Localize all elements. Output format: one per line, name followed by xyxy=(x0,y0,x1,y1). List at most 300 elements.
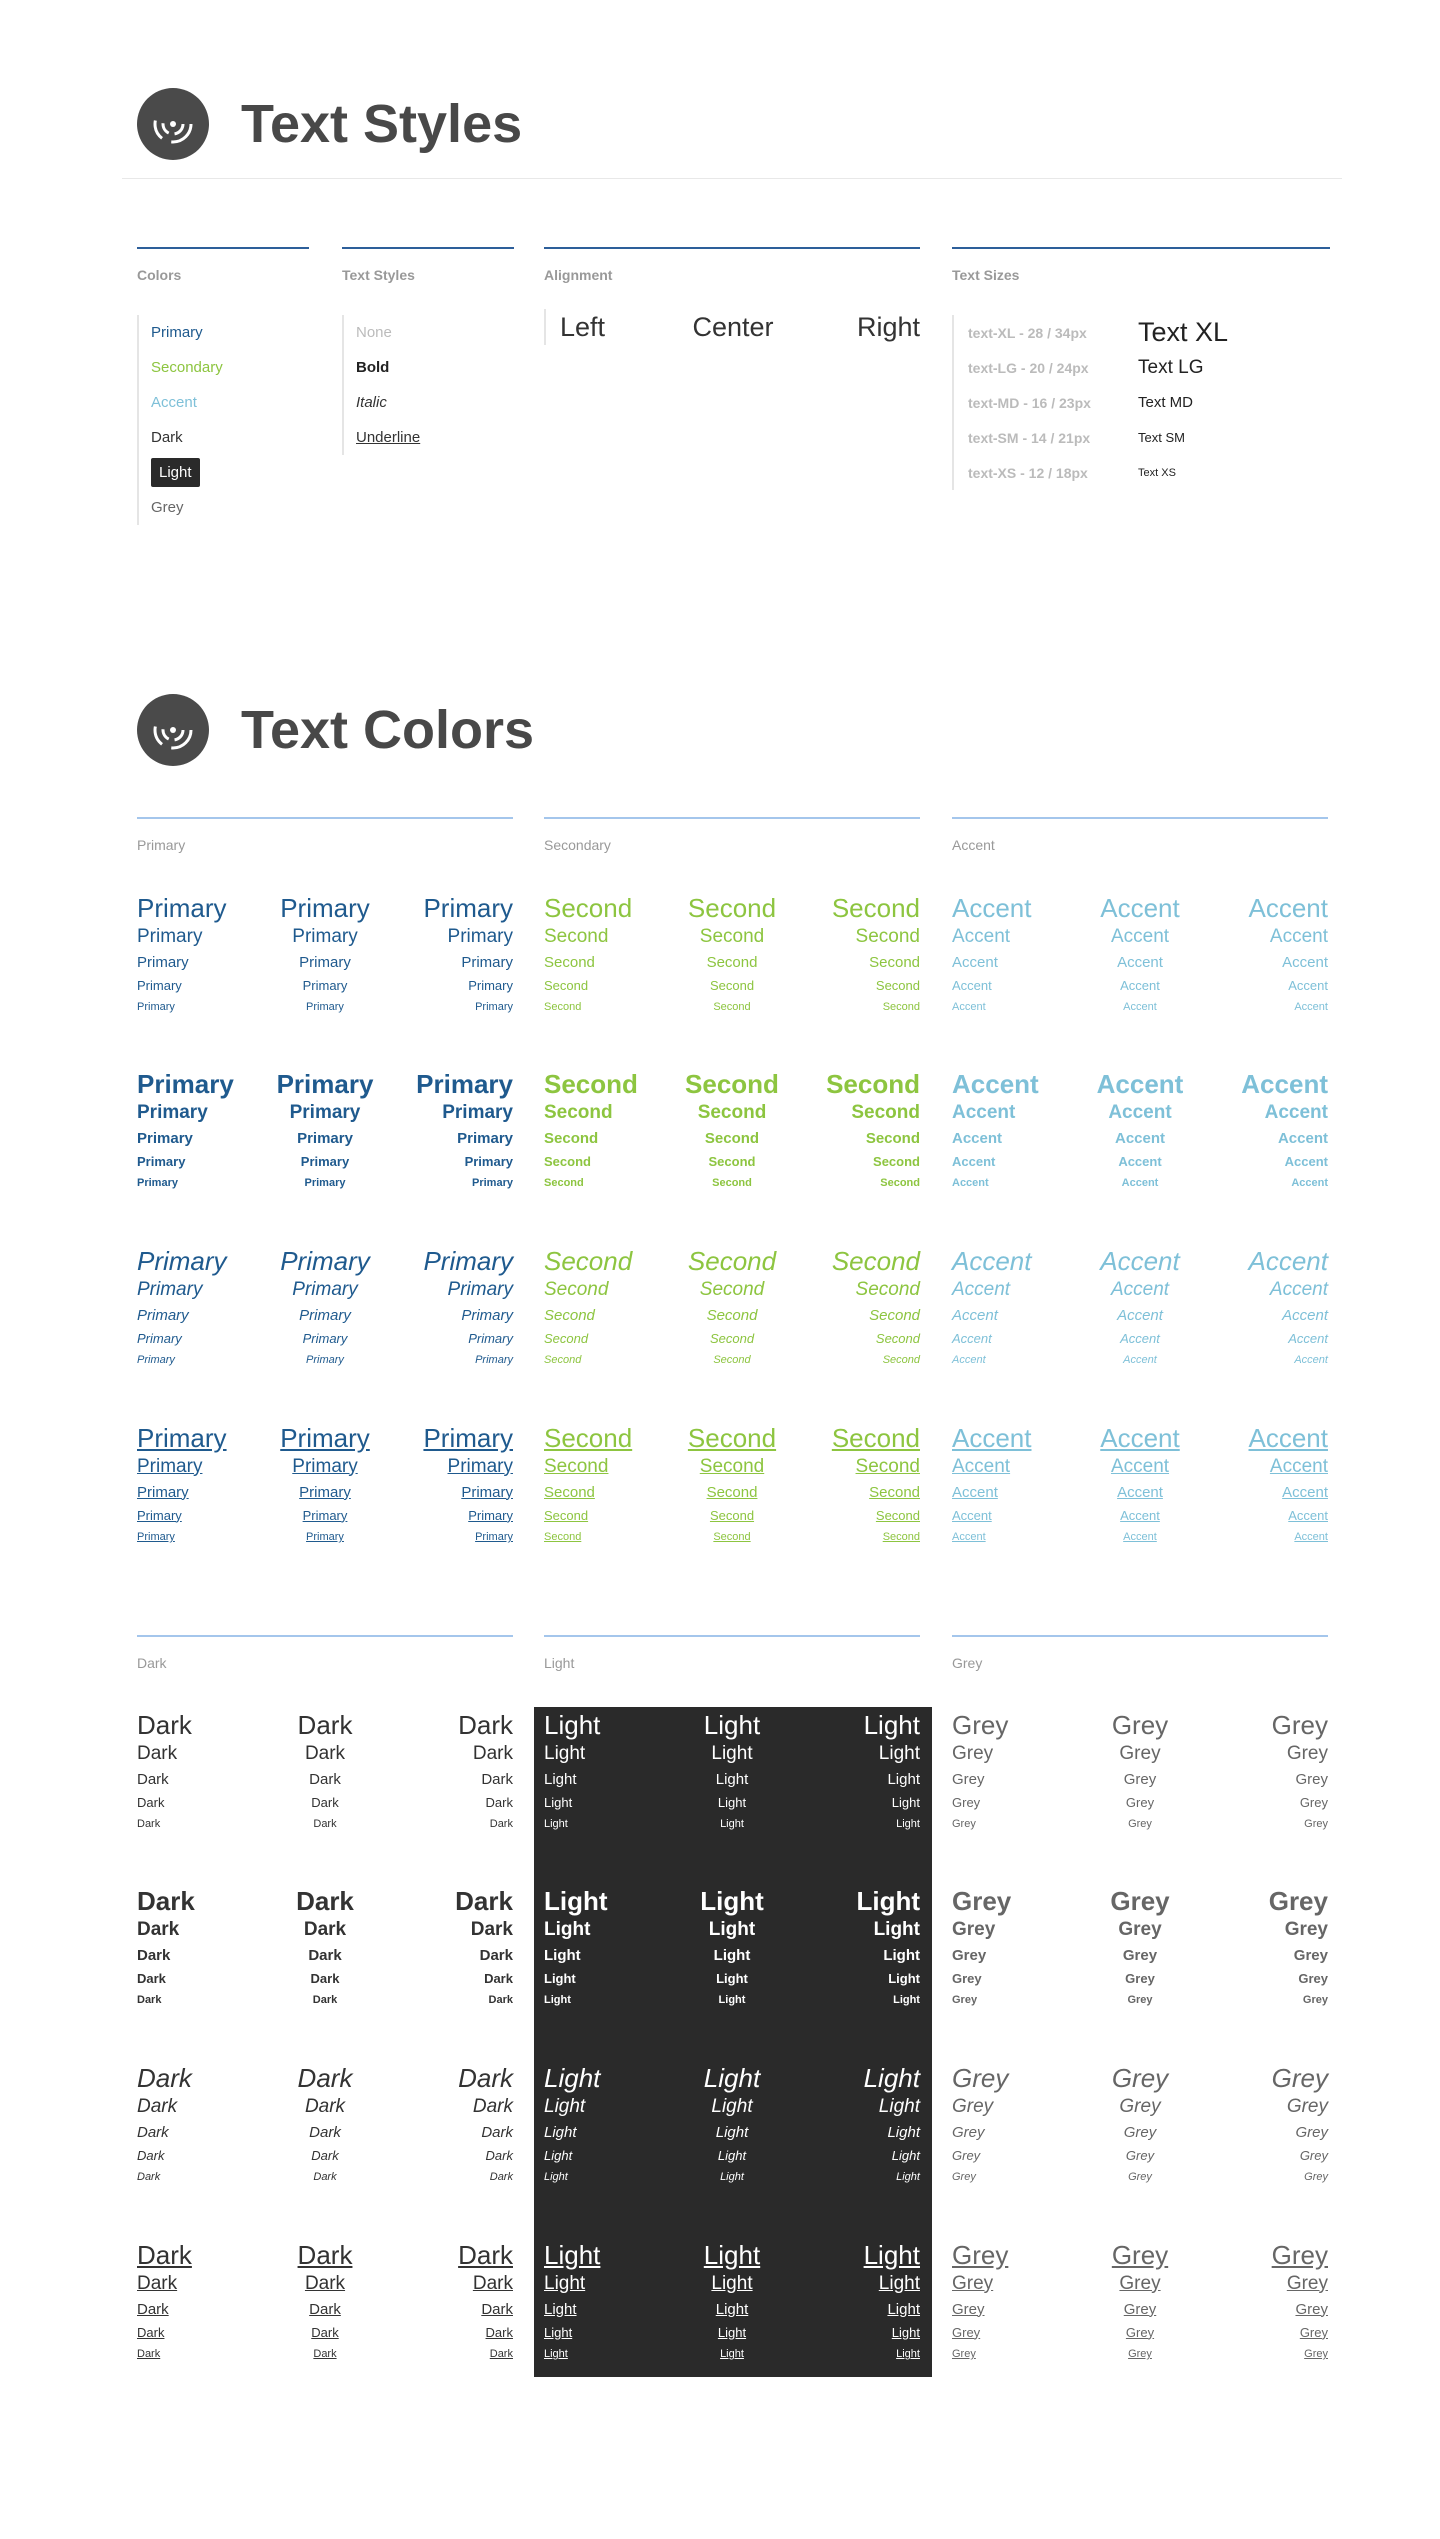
color-secondary: Secondary xyxy=(151,359,223,376)
sample-text: Primary xyxy=(137,1507,182,1523)
sample-text: Accent xyxy=(952,1001,986,1013)
colors-column xyxy=(137,247,309,525)
sample-row xyxy=(952,1504,1328,1526)
sample-text: Grey xyxy=(1127,1994,1153,2006)
sample-text: Primary xyxy=(468,977,513,993)
sample-text: Accent xyxy=(1248,892,1328,923)
sample-row xyxy=(137,1710,513,1740)
style-bold: Bold xyxy=(356,359,390,376)
sample-text: Dark xyxy=(485,1794,513,1810)
sample-text: Dark xyxy=(137,2171,161,2183)
sample-text: Dark xyxy=(137,2062,192,2093)
sample-text: Primary xyxy=(137,892,227,923)
sample-text: Second xyxy=(869,1483,920,1501)
sample-text: Primary xyxy=(306,1531,344,1543)
sample-block-secondary-regular xyxy=(544,893,920,1018)
sample-text: Grey xyxy=(952,1794,981,1810)
sample-text: Dark xyxy=(137,2123,169,2141)
sample-row xyxy=(952,893,1328,923)
sample-text: Light xyxy=(544,2062,601,2093)
sample-row xyxy=(952,974,1328,996)
sample-text: Dark xyxy=(472,1742,513,1764)
sample-text: Dark xyxy=(458,1709,513,1740)
sample-text: Light xyxy=(715,1770,749,1788)
group-rule xyxy=(952,1635,1328,1637)
sample-text: Light xyxy=(863,2239,920,2270)
sample-text: Primary xyxy=(299,1483,351,1501)
sample-text: Primary xyxy=(457,1129,513,1147)
sample-row xyxy=(952,2120,1328,2144)
sample-text: Primary xyxy=(300,1153,350,1169)
sample-block-accent-italic xyxy=(952,1246,1328,1371)
sample-text: Second xyxy=(544,1129,599,1147)
sample-row xyxy=(137,2093,513,2120)
sample-text: Grey xyxy=(1125,1794,1155,1810)
sample-text: Grey xyxy=(1110,1885,1170,1916)
size-label: text-LG - 20 / 24px xyxy=(968,359,1089,376)
sample-text: Primary xyxy=(464,1153,513,1169)
sample-text: Accent xyxy=(952,1531,986,1543)
sample-text: Light xyxy=(715,2123,749,2141)
size-example: Text XL xyxy=(1138,317,1229,347)
sample-text: Second xyxy=(544,1330,589,1346)
sample-text: Grey xyxy=(1111,1709,1169,1740)
sample-text: Primary xyxy=(306,1001,344,1013)
sample-text: Second xyxy=(873,1153,920,1169)
sample-text: Light xyxy=(717,2324,747,2340)
sample-text: Dark xyxy=(137,1742,178,1764)
sample-text: Dark xyxy=(309,2123,341,2141)
sample-row xyxy=(952,2343,1328,2365)
sample-row xyxy=(952,1349,1328,1371)
sample-row xyxy=(952,1453,1328,1480)
sample-text: Grey xyxy=(952,1994,978,2006)
sample-text: Grey xyxy=(952,2239,1009,2270)
sample-text: Grey xyxy=(1125,1970,1155,1986)
sample-text: Dark xyxy=(137,2239,192,2270)
sample-text: Primary xyxy=(280,892,370,923)
disc-logo-icon xyxy=(137,88,209,160)
group-rule xyxy=(952,817,1328,819)
sample-row xyxy=(137,1480,513,1504)
sample-text: Second xyxy=(687,1245,777,1276)
sample-text: Grey xyxy=(1125,2324,1155,2340)
sample-row xyxy=(952,2063,1328,2093)
sample-text: Primary xyxy=(137,1330,182,1346)
sample-block-primary-regular xyxy=(137,893,513,1018)
sample-text: Second xyxy=(713,1354,751,1366)
sample-text: Second xyxy=(544,1153,591,1169)
sample-text: Light xyxy=(856,1885,920,1916)
sample-row xyxy=(952,1886,1328,1916)
sample-text: Grey xyxy=(1299,1794,1328,1810)
sample-text: Dark xyxy=(137,2147,165,2163)
sample-text: Primary xyxy=(137,1177,178,1189)
sample-text: Accent xyxy=(1288,977,1328,993)
sample-text: Light xyxy=(716,1970,748,1986)
sample-text: Grey xyxy=(1295,1770,1328,1788)
sample-row xyxy=(544,1710,920,1740)
sample-text: Second xyxy=(544,1483,595,1501)
sample-text: Primary xyxy=(302,977,348,993)
group-header-light xyxy=(544,1635,920,1671)
sample-row xyxy=(544,2166,920,2188)
sample-block-secondary-bold xyxy=(544,1069,920,1194)
sample-text: Accent xyxy=(1282,953,1328,971)
sample-text: Second xyxy=(544,1101,613,1123)
sample-text: Light xyxy=(720,1818,744,1830)
sample-text: Dark xyxy=(309,1770,341,1788)
sample-row xyxy=(544,1767,920,1791)
sample-row xyxy=(544,2093,920,2120)
sample-row xyxy=(137,1349,513,1371)
sample-text: Second xyxy=(712,1177,752,1189)
sample-text: Grey xyxy=(1286,2095,1328,2117)
color-list xyxy=(137,315,309,525)
sample-text: Accent xyxy=(1123,1354,1157,1366)
sample-text: Light xyxy=(863,2062,920,2093)
sample-text: Light xyxy=(700,1885,764,1916)
sample-row xyxy=(137,1943,513,1967)
sample-text: Second xyxy=(544,977,589,993)
sample-text: Second xyxy=(831,1245,920,1276)
sample-text: Dark xyxy=(481,1770,513,1788)
sample-block-secondary-italic xyxy=(544,1246,920,1371)
sample-text: Second xyxy=(706,1483,758,1501)
sample-row xyxy=(952,1276,1328,1303)
sample-text: Second xyxy=(544,1306,595,1324)
sample-text: Accent xyxy=(952,1068,1039,1099)
sample-text: Grey xyxy=(1295,2123,1328,2141)
column-heading: Text Sizes xyxy=(952,267,1020,283)
group-heading: Secondary xyxy=(544,837,611,853)
sample-text: Light xyxy=(878,2272,920,2294)
color-primary: Primary xyxy=(151,324,203,341)
sample-text: Grey xyxy=(1299,2147,1328,2163)
sample-row xyxy=(952,1480,1328,1504)
sample-text: Dark xyxy=(137,2300,169,2318)
sample-text: Grey xyxy=(1299,2324,1328,2340)
size-example: Text XS xyxy=(1138,466,1176,479)
sample-text: Primary xyxy=(137,1483,189,1501)
sample-text: Primary xyxy=(468,1330,513,1346)
sample-text: Grey xyxy=(1271,1709,1328,1740)
sample-text: Dark xyxy=(472,2095,513,2117)
sample-text: Primary xyxy=(475,1001,513,1013)
sample-text: Dark xyxy=(479,1946,513,1964)
sample-text: Accent xyxy=(1264,1101,1328,1123)
sample-row xyxy=(137,2063,513,2093)
sample-text: Grey xyxy=(952,1885,1012,1916)
sample-block-dark-regular xyxy=(137,1710,513,1835)
sample-text: Dark xyxy=(313,2348,337,2360)
sample-block-dark-italic xyxy=(137,2063,513,2188)
sample-text: Light xyxy=(893,1994,920,2006)
sample-row xyxy=(544,2240,920,2270)
column-heading: Text Styles xyxy=(342,267,415,283)
sample-text: Primary xyxy=(280,1422,370,1453)
size-label: text-MD - 16 / 23px xyxy=(968,394,1091,411)
sample-text: Dark xyxy=(313,1818,337,1830)
sample-text: Grey xyxy=(1268,1885,1328,1916)
sample-row xyxy=(137,974,513,996)
sample-text: Primary xyxy=(292,1455,358,1477)
sample-text: Accent xyxy=(1100,1245,1180,1276)
size-example: Text LG xyxy=(1138,356,1204,378)
sample-text: Second xyxy=(882,1001,920,1013)
sample-text: Grey xyxy=(1284,1918,1328,1940)
sample-text: Accent xyxy=(1100,1422,1180,1453)
size-row-xs xyxy=(968,455,1330,490)
sample-text: Grey xyxy=(1119,2095,1161,2117)
sample-row xyxy=(952,996,1328,1018)
sample-text: Dark xyxy=(481,2123,513,2141)
group-header-grey xyxy=(952,1635,1328,1671)
sample-row xyxy=(952,1813,1328,1835)
sample-text: Second xyxy=(544,1354,582,1366)
sample-text: Accent xyxy=(952,925,1011,947)
sample-text: Second xyxy=(709,1507,755,1523)
sample-row xyxy=(544,1099,920,1126)
sample-text: Grey xyxy=(1271,2062,1328,2093)
sample-text: Second xyxy=(709,977,755,993)
sample-text: Light xyxy=(544,1994,571,2006)
style-underline: Underline xyxy=(356,429,421,446)
sample-text: Grey xyxy=(952,1770,985,1788)
sample-text: Dark xyxy=(310,1970,340,1986)
sample-text: Grey xyxy=(1119,1742,1161,1764)
column-heading: Colors xyxy=(137,267,182,283)
sample-text: Accent xyxy=(1241,1068,1328,1099)
sample-text: Light xyxy=(720,2171,744,2183)
sample-text: Light xyxy=(711,2272,753,2294)
size-list xyxy=(952,315,1330,490)
sample-text: Light xyxy=(544,1818,568,1830)
sample-row xyxy=(137,1526,513,1548)
sample-text: Primary xyxy=(416,1068,513,1099)
sample-text: Primary xyxy=(137,1001,175,1013)
sample-row xyxy=(544,1916,920,1943)
column-heading: Alignment xyxy=(544,267,613,283)
sample-row xyxy=(137,1813,513,1835)
sample-row xyxy=(137,1150,513,1172)
text-styles-header xyxy=(137,88,522,160)
sample-text: Dark xyxy=(484,1970,513,1986)
sample-text: Dark xyxy=(312,1994,338,2006)
sample-text: Light xyxy=(544,2171,568,2183)
sample-text: Light xyxy=(715,2300,749,2318)
column-rule xyxy=(952,247,1330,249)
sample-block-primary-underline xyxy=(137,1423,513,1548)
color-grey: Grey xyxy=(151,499,184,516)
sample-row xyxy=(544,950,920,974)
group-heading: Light xyxy=(544,1655,575,1671)
sample-text: Second xyxy=(865,1129,920,1147)
section-title: Text Colors xyxy=(241,700,535,760)
sample-text: Accent xyxy=(1294,1001,1328,1013)
sample-row xyxy=(137,1504,513,1526)
sample-text: Grey xyxy=(952,2147,981,2163)
sample-text: Accent xyxy=(952,1507,992,1523)
sample-text: Accent xyxy=(1269,1278,1328,1300)
sample-block-primary-italic xyxy=(137,1246,513,1371)
sample-row xyxy=(952,1303,1328,1327)
color-accent: Accent xyxy=(151,394,197,411)
sample-text: Light xyxy=(544,2300,577,2318)
sample-text: Grey xyxy=(952,2123,985,2141)
sample-text: Accent xyxy=(952,977,992,993)
sample-row xyxy=(544,1740,920,1767)
sample-text: Second xyxy=(855,1455,920,1477)
sample-text: Dark xyxy=(137,1794,165,1810)
sample-text: Light xyxy=(703,2062,761,2093)
sample-text: Light xyxy=(896,2171,920,2183)
sample-text: Primary xyxy=(137,1455,203,1477)
sample-text: Second xyxy=(709,1330,755,1346)
sample-text: Accent xyxy=(1110,1278,1170,1300)
sample-row xyxy=(137,2166,513,2188)
sample-text: Light xyxy=(878,2095,920,2117)
sample-text: Light xyxy=(544,1885,608,1916)
sample-text: Grey xyxy=(952,1742,994,1764)
group-header-secondary xyxy=(544,817,920,853)
sample-text: Grey xyxy=(1123,2123,1157,2141)
sample-text: Accent xyxy=(1100,892,1180,923)
sample-text: Second xyxy=(851,1101,920,1123)
sample-text: Grey xyxy=(1128,2171,1152,2183)
sample-text: Primary xyxy=(137,1531,175,1543)
sample-text: Accent xyxy=(1108,1101,1172,1123)
sample-row xyxy=(137,1276,513,1303)
sample-text: Grey xyxy=(1128,2348,1152,2360)
sample-row xyxy=(544,1276,920,1303)
sample-text: Accent xyxy=(952,1306,998,1324)
sample-row xyxy=(544,1150,920,1172)
sample-text: Primary xyxy=(137,1278,203,1300)
sample-text: Accent xyxy=(1117,1483,1163,1501)
sample-text: Dark xyxy=(297,2239,353,2270)
sample-text: Primary xyxy=(289,1101,361,1123)
sample-text: Accent xyxy=(1123,1001,1157,1013)
sample-text: Primary xyxy=(292,1278,358,1300)
sample-text: Accent xyxy=(1117,953,1163,971)
sample-text: Second xyxy=(544,892,633,923)
size-label: text-XL - 28 / 34px xyxy=(968,324,1087,341)
sample-text: Grey xyxy=(1123,2300,1157,2318)
sample-row xyxy=(544,2120,920,2144)
sample-text: Dark xyxy=(304,2095,346,2117)
sample-text: Accent xyxy=(952,1422,1032,1453)
sample-text: Accent xyxy=(1120,977,1160,993)
sample-text: Dark xyxy=(137,1770,169,1788)
sample-text: Primary xyxy=(442,1101,513,1123)
sample-text: Light xyxy=(544,2147,573,2163)
sample-text: Second xyxy=(713,1001,751,1013)
sample-text: Accent xyxy=(1288,1330,1328,1346)
sample-row xyxy=(137,950,513,974)
alignment-examples xyxy=(544,309,920,345)
sample-row xyxy=(952,1099,1328,1126)
sample-text: Grey xyxy=(952,1709,1009,1740)
sample-text: Second xyxy=(544,1278,609,1300)
sample-text: Light xyxy=(863,1709,920,1740)
sample-row xyxy=(544,1126,920,1150)
style-italic: Italic xyxy=(356,394,387,411)
sample-text: Dark xyxy=(458,2062,513,2093)
sample-text: Accent xyxy=(1120,1507,1160,1523)
sample-text: Dark xyxy=(137,2324,165,2340)
sample-text: Second xyxy=(544,1507,589,1523)
sample-row xyxy=(544,893,920,923)
sample-text: Light xyxy=(887,1770,920,1788)
sample-text: Light xyxy=(544,1709,601,1740)
sample-text: Light xyxy=(878,1742,920,1764)
sample-block-light-italic xyxy=(544,2063,920,2188)
sample-text: Accent xyxy=(952,1483,998,1501)
sample-text: Primary xyxy=(137,1153,186,1169)
sample-text: Second xyxy=(687,892,777,923)
sample-text: Accent xyxy=(952,1455,1011,1477)
page-title: Text Styles xyxy=(241,94,523,154)
sample-text: Second xyxy=(875,1330,920,1346)
sample-row xyxy=(137,1246,513,1276)
sample-text: Grey xyxy=(1286,2272,1328,2294)
sample-text: Dark xyxy=(489,2171,513,2183)
group-heading: Accent xyxy=(952,837,995,853)
sample-row xyxy=(952,1172,1328,1194)
sample-text: Accent xyxy=(952,1245,1032,1276)
sample-row xyxy=(137,2297,513,2321)
sample-text: Light xyxy=(703,1709,761,1740)
sample-text: Light xyxy=(717,1794,747,1810)
sample-text: Grey xyxy=(1304,2171,1328,2183)
sample-text: Primary xyxy=(423,1422,513,1453)
sample-text: Second xyxy=(685,1068,779,1099)
sample-text: Light xyxy=(896,1818,920,1830)
sample-row xyxy=(137,1791,513,1813)
group-rule xyxy=(544,817,920,819)
sample-text: Second xyxy=(544,1531,582,1543)
sample-text: Dark xyxy=(137,1818,161,1830)
sample-text: Dark xyxy=(303,1918,347,1940)
sample-text: Accent xyxy=(952,1177,989,1189)
sample-text: Primary xyxy=(447,1278,513,1300)
sample-text: Primary xyxy=(137,1306,189,1324)
sample-text: Primary xyxy=(137,1354,175,1366)
sample-text: Accent xyxy=(1118,1153,1162,1169)
sample-text: Primary xyxy=(292,925,358,947)
sample-row xyxy=(952,1327,1328,1349)
sample-text: Primary xyxy=(276,1068,374,1099)
style-list xyxy=(342,315,514,455)
sample-text: Light xyxy=(544,2123,577,2141)
sample-row xyxy=(544,1069,920,1099)
sample-row xyxy=(952,1526,1328,1548)
sample-text: Light xyxy=(891,1794,920,1810)
sample-row xyxy=(952,923,1328,950)
group-heading: Dark xyxy=(137,1655,167,1671)
column-rule xyxy=(544,247,920,249)
sample-text: Second xyxy=(704,1129,760,1147)
sample-text: Primary xyxy=(447,1455,513,1477)
sample-row xyxy=(544,1989,920,2011)
sample-text: Dark xyxy=(137,1994,162,2006)
sample-row xyxy=(137,1327,513,1349)
sample-text: Grey xyxy=(952,2324,981,2340)
sample-row xyxy=(544,2321,920,2343)
sample-row xyxy=(544,996,920,1018)
sample-row xyxy=(544,1172,920,1194)
